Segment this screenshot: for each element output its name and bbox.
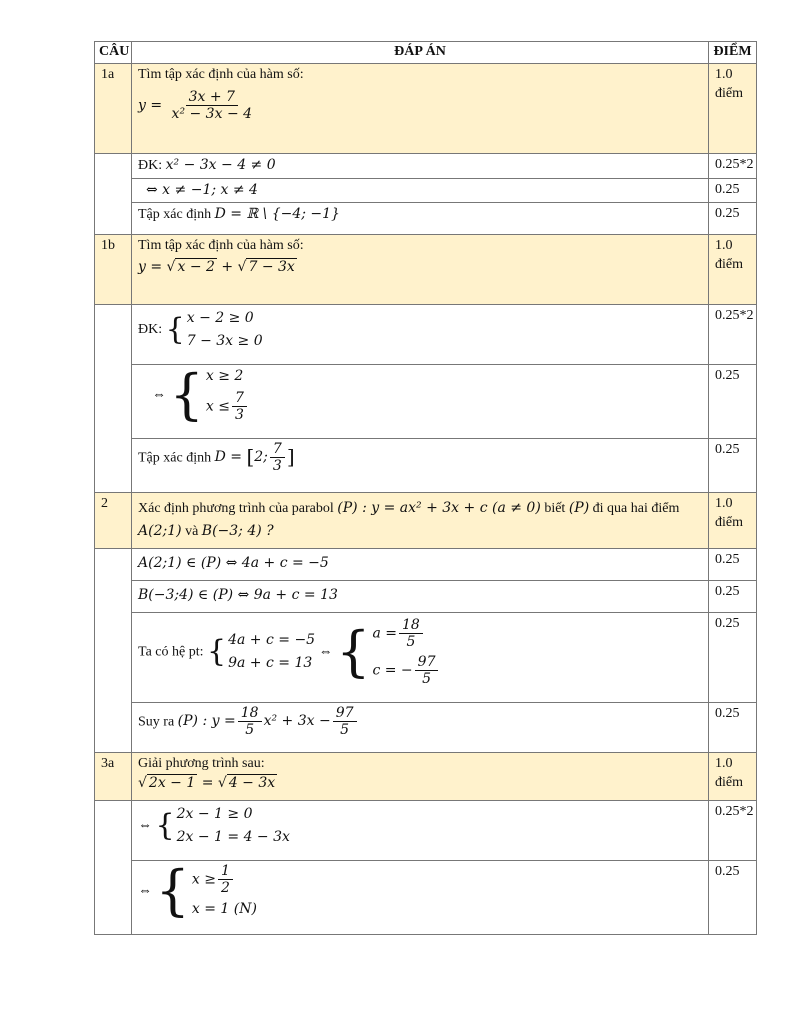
question-prompt: Tìm tập xác định của hàm số: [138,237,304,253]
step-solution: ⇔ { x ≥ $\frac{1}{2}$ x = 1 (N) [132,860,709,934]
question-content [132,63,709,153]
step-score: 0.25 [709,860,757,934]
answer-row [95,548,757,580]
step-equivalence: ⇔ { 2x − 1 ≥ 0 2x − 1 = 4 − 3x [132,800,709,860]
answer-row [95,800,757,860]
step-score: 0.25 [709,612,757,702]
table-header [95,42,757,64]
step-score: 0.25 [709,438,757,492]
func-lhs: y = [138,97,163,114]
empty-cell [95,304,132,492]
question-content: Xác định phương trình của parabol (P) : y = ax² + 3x + c (a ≠ 0) biết (P) đi qua hai điểm A(2;1) và B(−3; 4) ? [132,492,709,548]
answer-row [95,304,757,364]
step-equivalence: ⇔ x ≠ −1; x ≠ 4 [132,178,709,202]
answer-row [95,702,757,752]
question-row-3a [95,752,757,800]
step-score: 0.25*2 [709,800,757,860]
header-diem: ĐIỂM [709,42,757,64]
question-number: 2 [95,492,132,548]
step-point-a: A(2;1) ∈ (P) ⇔ 4a + c = −5 [132,548,709,580]
answer-row [95,202,757,234]
question-score: 1.0 điểm [709,752,757,800]
header-cau: CÂU [95,42,132,64]
answer-row [95,612,757,702]
question-content: Tìm tập xác định của hàm số: y = √ x − 2 + √ 7 − 3x [132,234,709,304]
empty-cell [95,153,132,234]
step-score: 0.25*2 [709,304,757,364]
sqrt-expr: √ 7 − 3x [237,258,295,275]
step-domain: Tập xác định D = [2; $\frac{7}{3}$ ] [132,438,709,492]
step-score: 0.25 [709,580,757,612]
step-score: 0.25*2 [709,153,757,178]
question-prompt: Giải phương trình sau: [138,755,265,771]
answer-table [94,41,757,935]
step-equivalence: ⇔ { x ≥ 2 x ≤ $\frac{7}{3}$ [132,364,709,438]
step-point-b: B(−3;4) ∈ (P) ⇔ 9a + c = 13 [132,580,709,612]
step-score: 0.25 [709,202,757,234]
question-score: 1.0 điểm [709,492,757,548]
answer-row [95,364,757,438]
step-score: 0.25 [709,364,757,438]
question-number: 1a [95,63,132,153]
step-score: 0.25 [709,548,757,580]
question-number: 3a [95,752,132,800]
answer-row [95,153,757,178]
condition-expr: x² − 3x − 4 ≠ 0 [165,156,276,173]
step-result: Suy ra (P) : y = $\frac{18}{5}$ x² + 3x − $\frac{97}{5}$ [132,702,709,752]
question-prompt: Tìm tập xác định của hàm số: [138,66,304,82]
empty-cell [95,548,132,752]
question-score: 1.0 điểm [709,234,757,304]
step-condition: ĐK: { x − 2 ≥ 0 7 − 3x ≥ 0 [132,304,709,364]
answer-row [95,580,757,612]
func-numerator: 3x + 7 [186,89,238,106]
domain-expr: D = ℝ \ {−4; −1} [214,205,340,222]
empty-cell [95,800,132,934]
question-row-2 [95,492,757,548]
question-content: Giải phương trình sau: √ 2x − 1 = √ 4 − 3x [132,752,709,800]
question-score: 1.0 điểm [709,63,757,153]
step-system: Ta có hệ pt: { 4a + c = −5 9a + c = 13 ⇔ { a = $\frac{18}{5}$ c = − $\frac{97}{5}$ [132,612,709,702]
header-dap-an: ĐÁP ÁN [132,42,709,64]
func-denominator: x² − 3x − 4 [171,105,253,122]
step-score: 0.25 [709,178,757,202]
step-domain: Tập xác định D = ℝ \ {−4; −1} [132,202,709,234]
answer-row [95,438,757,492]
question-number: 1b [95,234,132,304]
step-condition: ĐK: x² − 3x − 4 ≠ 0 [132,153,709,178]
question-row-1b [95,234,757,304]
sqrt-expr: √ 2x − 1 [138,774,196,791]
question-row-1a [95,63,757,153]
sqrt-expr: √ x − 2 [166,258,215,275]
step-score: 0.25 [709,702,757,752]
sqrt-expr: √ 4 − 3x [217,774,276,791]
answer-row [95,860,757,934]
answer-row [95,178,757,202]
